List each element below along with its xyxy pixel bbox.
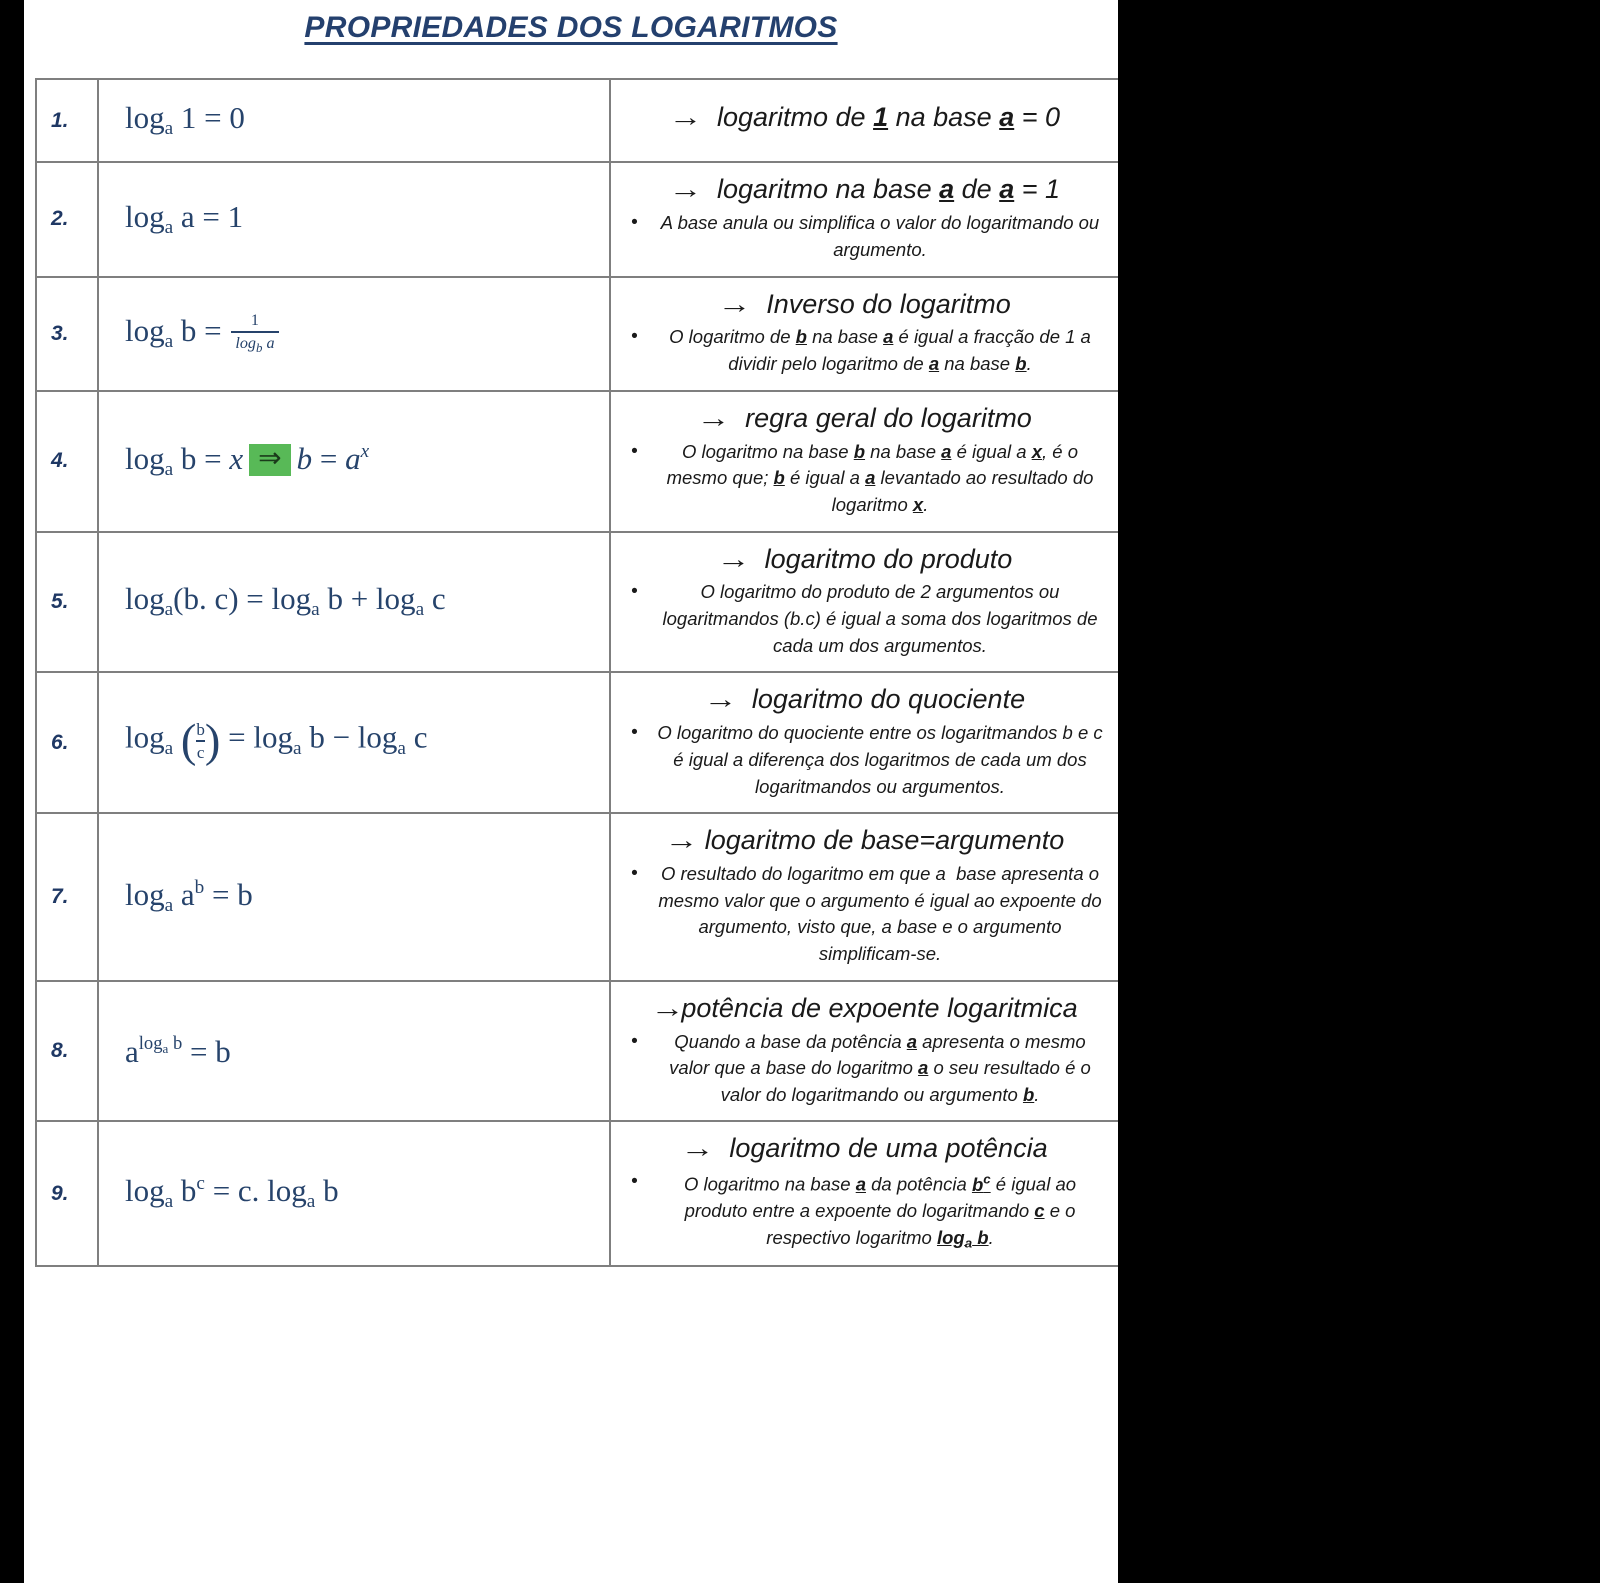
table-row [36, 79, 1118, 162]
arrow-right-icon: → [703, 684, 738, 715]
title-bar [24, 0, 1118, 56]
description-bullet: • O logaritmo na base a da potência $b^c$ é igual ao produto entre a expoente do logaritmando c e o respectivo logaritmo $\log_a b$. [619, 1169, 1113, 1252]
fraction: $\frac{b}{c}$ [196, 719, 205, 762]
formula-cell [98, 277, 610, 391]
formula-5: $\log_a(b$. $c) = \log_a b + \log_a c$ [125, 581, 446, 621]
row-number: 8. [51, 1038, 69, 1062]
table-row [36, 1121, 1118, 1265]
description-heading: → regra geral do logaritmo [696, 402, 1032, 433]
description-bullet: • O logaritmo de b na base a é igual a fracção de 1 a dividir pelo logaritmo de a na base b. [619, 324, 1113, 377]
table-row [36, 672, 1118, 813]
fraction: $\frac{1}{\log_b a}$ [231, 313, 278, 355]
description-bullet: • Quando a base da potência a apresenta o mesmo valor que a base do logaritmo a o seu resultado é o valor do logaritmando ou argumento b. [619, 1029, 1113, 1109]
description-1 [611, 91, 1118, 150]
formula-6: $\log_a$ ( $\frac{b}{c}$ ) = $\log_a b - \log_a c$ [125, 716, 428, 768]
row-number: 5. [51, 589, 69, 613]
page-title: PROPRIEDADES DOS LOGARITMOS [304, 11, 838, 44]
row-number-cell [36, 672, 98, 813]
description-6 [611, 673, 1118, 812]
formula-cell [98, 672, 610, 813]
description-bullet: • O logaritmo na base b na base a é igual a x, é o mesmo que; b é igual a a levantado ao resultado do logaritmo x. [619, 439, 1113, 519]
row-number-cell [36, 162, 98, 276]
row-number: 2. [51, 207, 69, 231]
description-heading: → logaritmo de base=argumento [664, 825, 1065, 856]
row-number-cell [36, 1121, 98, 1265]
implies-highlight: ⇒ [249, 444, 290, 476]
formula-9: $\log_a b^c = c$. $\log_a b$ [125, 1173, 339, 1213]
row-number: 7. [51, 884, 69, 908]
description-cell [610, 981, 1118, 1122]
formula-cell [98, 391, 610, 532]
row-number: 6. [51, 730, 69, 754]
formula-7: $\log_a a^b = b$ [125, 876, 253, 916]
description-heading: →potência de expoente logaritmica [650, 992, 1078, 1023]
row-number-cell [36, 532, 98, 673]
formula-cell [98, 813, 610, 980]
document-page [24, 0, 1118, 1583]
description-heading: → Inverso do logaritmo [717, 288, 1011, 319]
arrow-right-icon: → [717, 288, 752, 319]
table-row [36, 532, 1118, 673]
row-number-cell [36, 277, 98, 391]
formula-cell [98, 162, 610, 276]
description-cell [610, 277, 1118, 391]
description-9 [611, 1122, 1118, 1264]
row-number-cell [36, 981, 98, 1122]
description-cell [610, 1121, 1118, 1265]
row-number: 1. [51, 108, 69, 132]
arrow-right-icon: → [668, 102, 703, 133]
table-row [36, 277, 1118, 391]
arrow-right-icon: → [696, 402, 731, 433]
table-row [36, 981, 1118, 1122]
formula-cell [98, 1121, 610, 1265]
row-number-cell [36, 813, 98, 980]
description-8 [611, 982, 1118, 1121]
formula-8: $a^{log_a b} = b$ [125, 1032, 231, 1069]
description-heading: → logaritmo do produto [716, 543, 1013, 574]
formula-cell [98, 981, 610, 1122]
row-number: 4. [51, 449, 69, 473]
description-bullet: • O logaritmo do produto de 2 argumentos ou logaritmandos (b.c) é igual a soma dos logaritmos de cada um dos argumentos. [619, 579, 1113, 659]
description-4 [611, 392, 1118, 531]
description-heading: → logaritmo do quociente [703, 684, 1026, 715]
description-cell [610, 813, 1118, 980]
formula-2: $\log_a a = 1$ [125, 198, 244, 238]
formula-1: $\log_a 1 = 0$ [125, 100, 245, 140]
formula-cell [98, 79, 610, 162]
description-cell [610, 532, 1118, 673]
formula-4: $\log_a b = x$ ⇒ $b = a^x$ [125, 440, 370, 481]
arrow-right-icon: → [716, 543, 751, 574]
description-7 [611, 814, 1118, 979]
row-number-cell [36, 79, 98, 162]
arrow-right-icon: → [664, 825, 699, 856]
description-bullet: • O resultado do logaritmo em que a base apresenta o mesmo valor que o argumento é igual ao expoente do argumento, visto que, a base e o argumento simplificam-se. [619, 861, 1113, 968]
arrow-right-icon: → [650, 992, 685, 1023]
row-number-cell [36, 391, 98, 532]
description-heading: → logaritmo de 1 na base a = 0 [668, 102, 1061, 133]
logarithm-properties-table [35, 78, 1118, 1267]
description-bullet: • O logaritmo do quociente entre os logaritmandos b e c é igual a diferença dos logaritmos de cada um dos logaritmandos ou argumentos. [619, 720, 1113, 800]
description-cell [610, 672, 1118, 813]
description-2 [611, 163, 1118, 275]
description-cell [610, 79, 1118, 162]
description-heading: → logaritmo na base a de a = 1 [668, 174, 1061, 205]
description-cell [610, 391, 1118, 532]
row-number: 9. [51, 1181, 69, 1205]
description-bullet: • A base anula ou simplifica o valor do logaritmando ou argumento. [619, 210, 1113, 263]
description-5 [611, 533, 1118, 672]
description-cell [610, 162, 1118, 276]
table-row [36, 813, 1118, 980]
table-row [36, 162, 1118, 276]
description-3 [611, 278, 1118, 390]
row-number: 3. [51, 321, 69, 345]
table-row [36, 391, 1118, 532]
description-heading: → logaritmo de uma potência [681, 1133, 1048, 1164]
formula-3: $\log_a b$ = $\frac{1}{\log_b a}$ [99, 313, 609, 355]
arrow-right-icon: → [668, 174, 703, 205]
formula-cell [98, 532, 610, 673]
arrow-right-icon: → [681, 1133, 715, 1164]
